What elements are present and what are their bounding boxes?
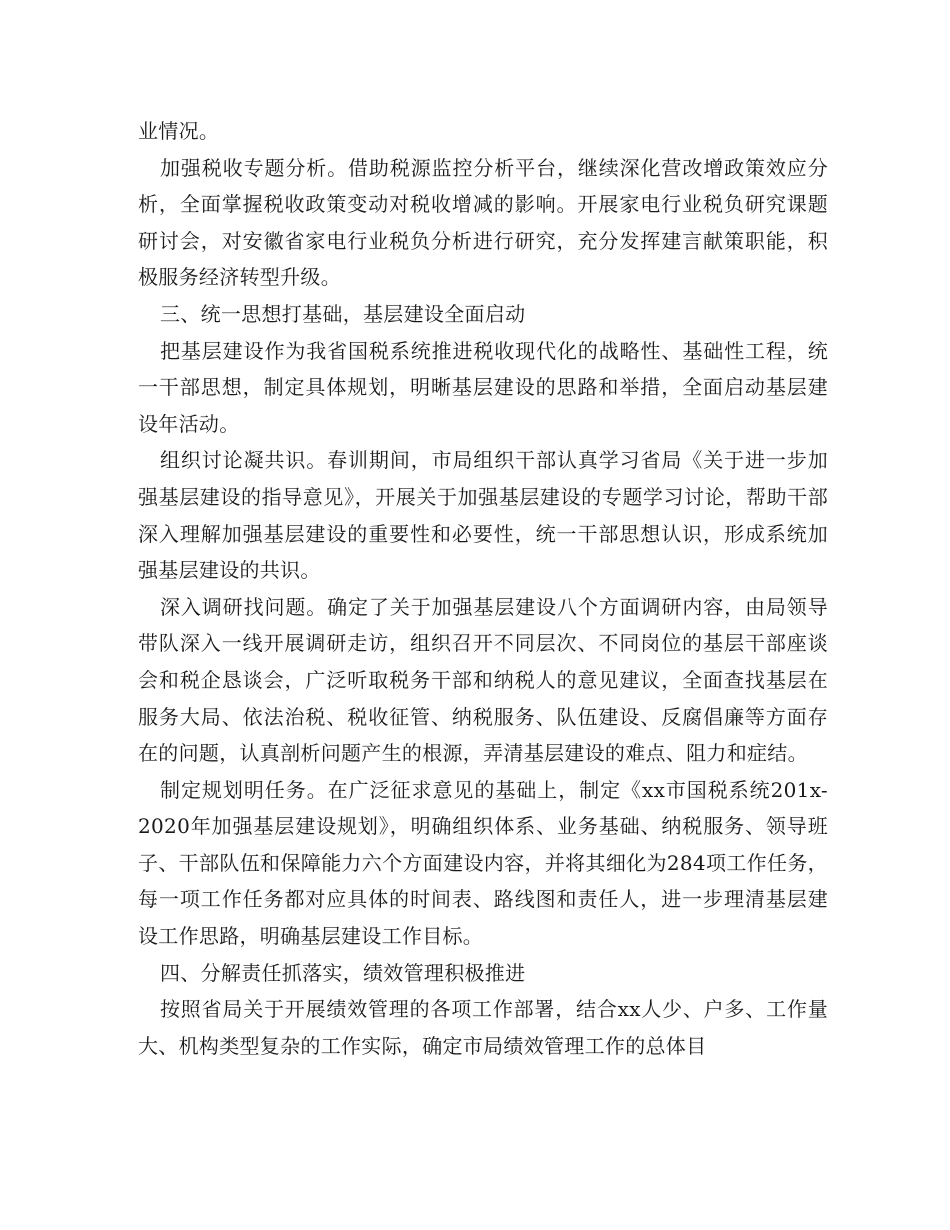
paragraph-performance: 按照省局关于开展绩效管理的各项工作部署，结合xx人少、户多、工作量大、机构类型复杂的工作实际，确定市局绩效管理工作的总体目 bbox=[138, 997, 828, 1058]
paragraph-tax-analysis: 加强税收专题分析。借助税源监控分析平台，继续深化营改增政策效应分析，全面掌握税收政策变动对税收增减的影响。开展家电行业税负研究课题研讨会，对安徽省家电行业税负分析进行研究，充分发挥建言献策职能，积极服务经济转型升级。 bbox=[138, 155, 828, 290]
section-heading-3: 三、统一思想打基础，基层建设全面启动 bbox=[160, 301, 526, 326]
paragraph-continuation: 业情况。 bbox=[138, 119, 220, 143]
paragraph-planning: 制定规划明任务。在广泛征求意见的基础上，制定《xx市国税系统201x-2020年加强基层建设规划》，明确组织体系、业务基础、纳税服务、领导班子、干部队伍和保障能力六个方面建设内容，并将其细化为284项工作任务，每一项工作任务都对应具体的时间表、路线图和责任人，进一步理清基层建设工作思路，明确基层建设工作目标。 bbox=[138, 777, 828, 949]
paragraph-discussion: 组织讨论凝共识。春训期间，市局组织干部认真学习省局《关于进一步加强基层建设的指导意见》，开展关于加强基层建设的专题学习讨论，帮助干部深入理解加强基层建设的重要性和必要性，统一干部思想认识，形成系统加强基层建设的共识。 bbox=[138, 448, 828, 583]
document-body bbox=[138, 113, 828, 1064]
paragraph-research: 深入调研找问题。确定了关于加强基层建设八个方面调研内容，由局领导带队深入一线开展调研走访，组织召开不同层次、不同岗位的基层干部座谈会和税企恳谈会，广泛听取税务干部和纳税人的意见建议，全面查找基层在服务大局、依法治税、税收征管、纳税服务、队伍建设、反腐倡廉等方面存在的问题，认真剖析问题产生的根源，弄清基层建设的难点、阻力和症结。 bbox=[138, 594, 828, 766]
section-heading-4: 四、分解责任抓落实，绩效管理积极推进 bbox=[160, 960, 526, 985]
paragraph-grassroots-intro: 把基层建设作为我省国税系统推进税收现代化的战略性、基础性工程，统一干部思想，制定具体规划，明晰基层建设的思路和举措，全面启动基层建设年活动。 bbox=[138, 338, 828, 436]
